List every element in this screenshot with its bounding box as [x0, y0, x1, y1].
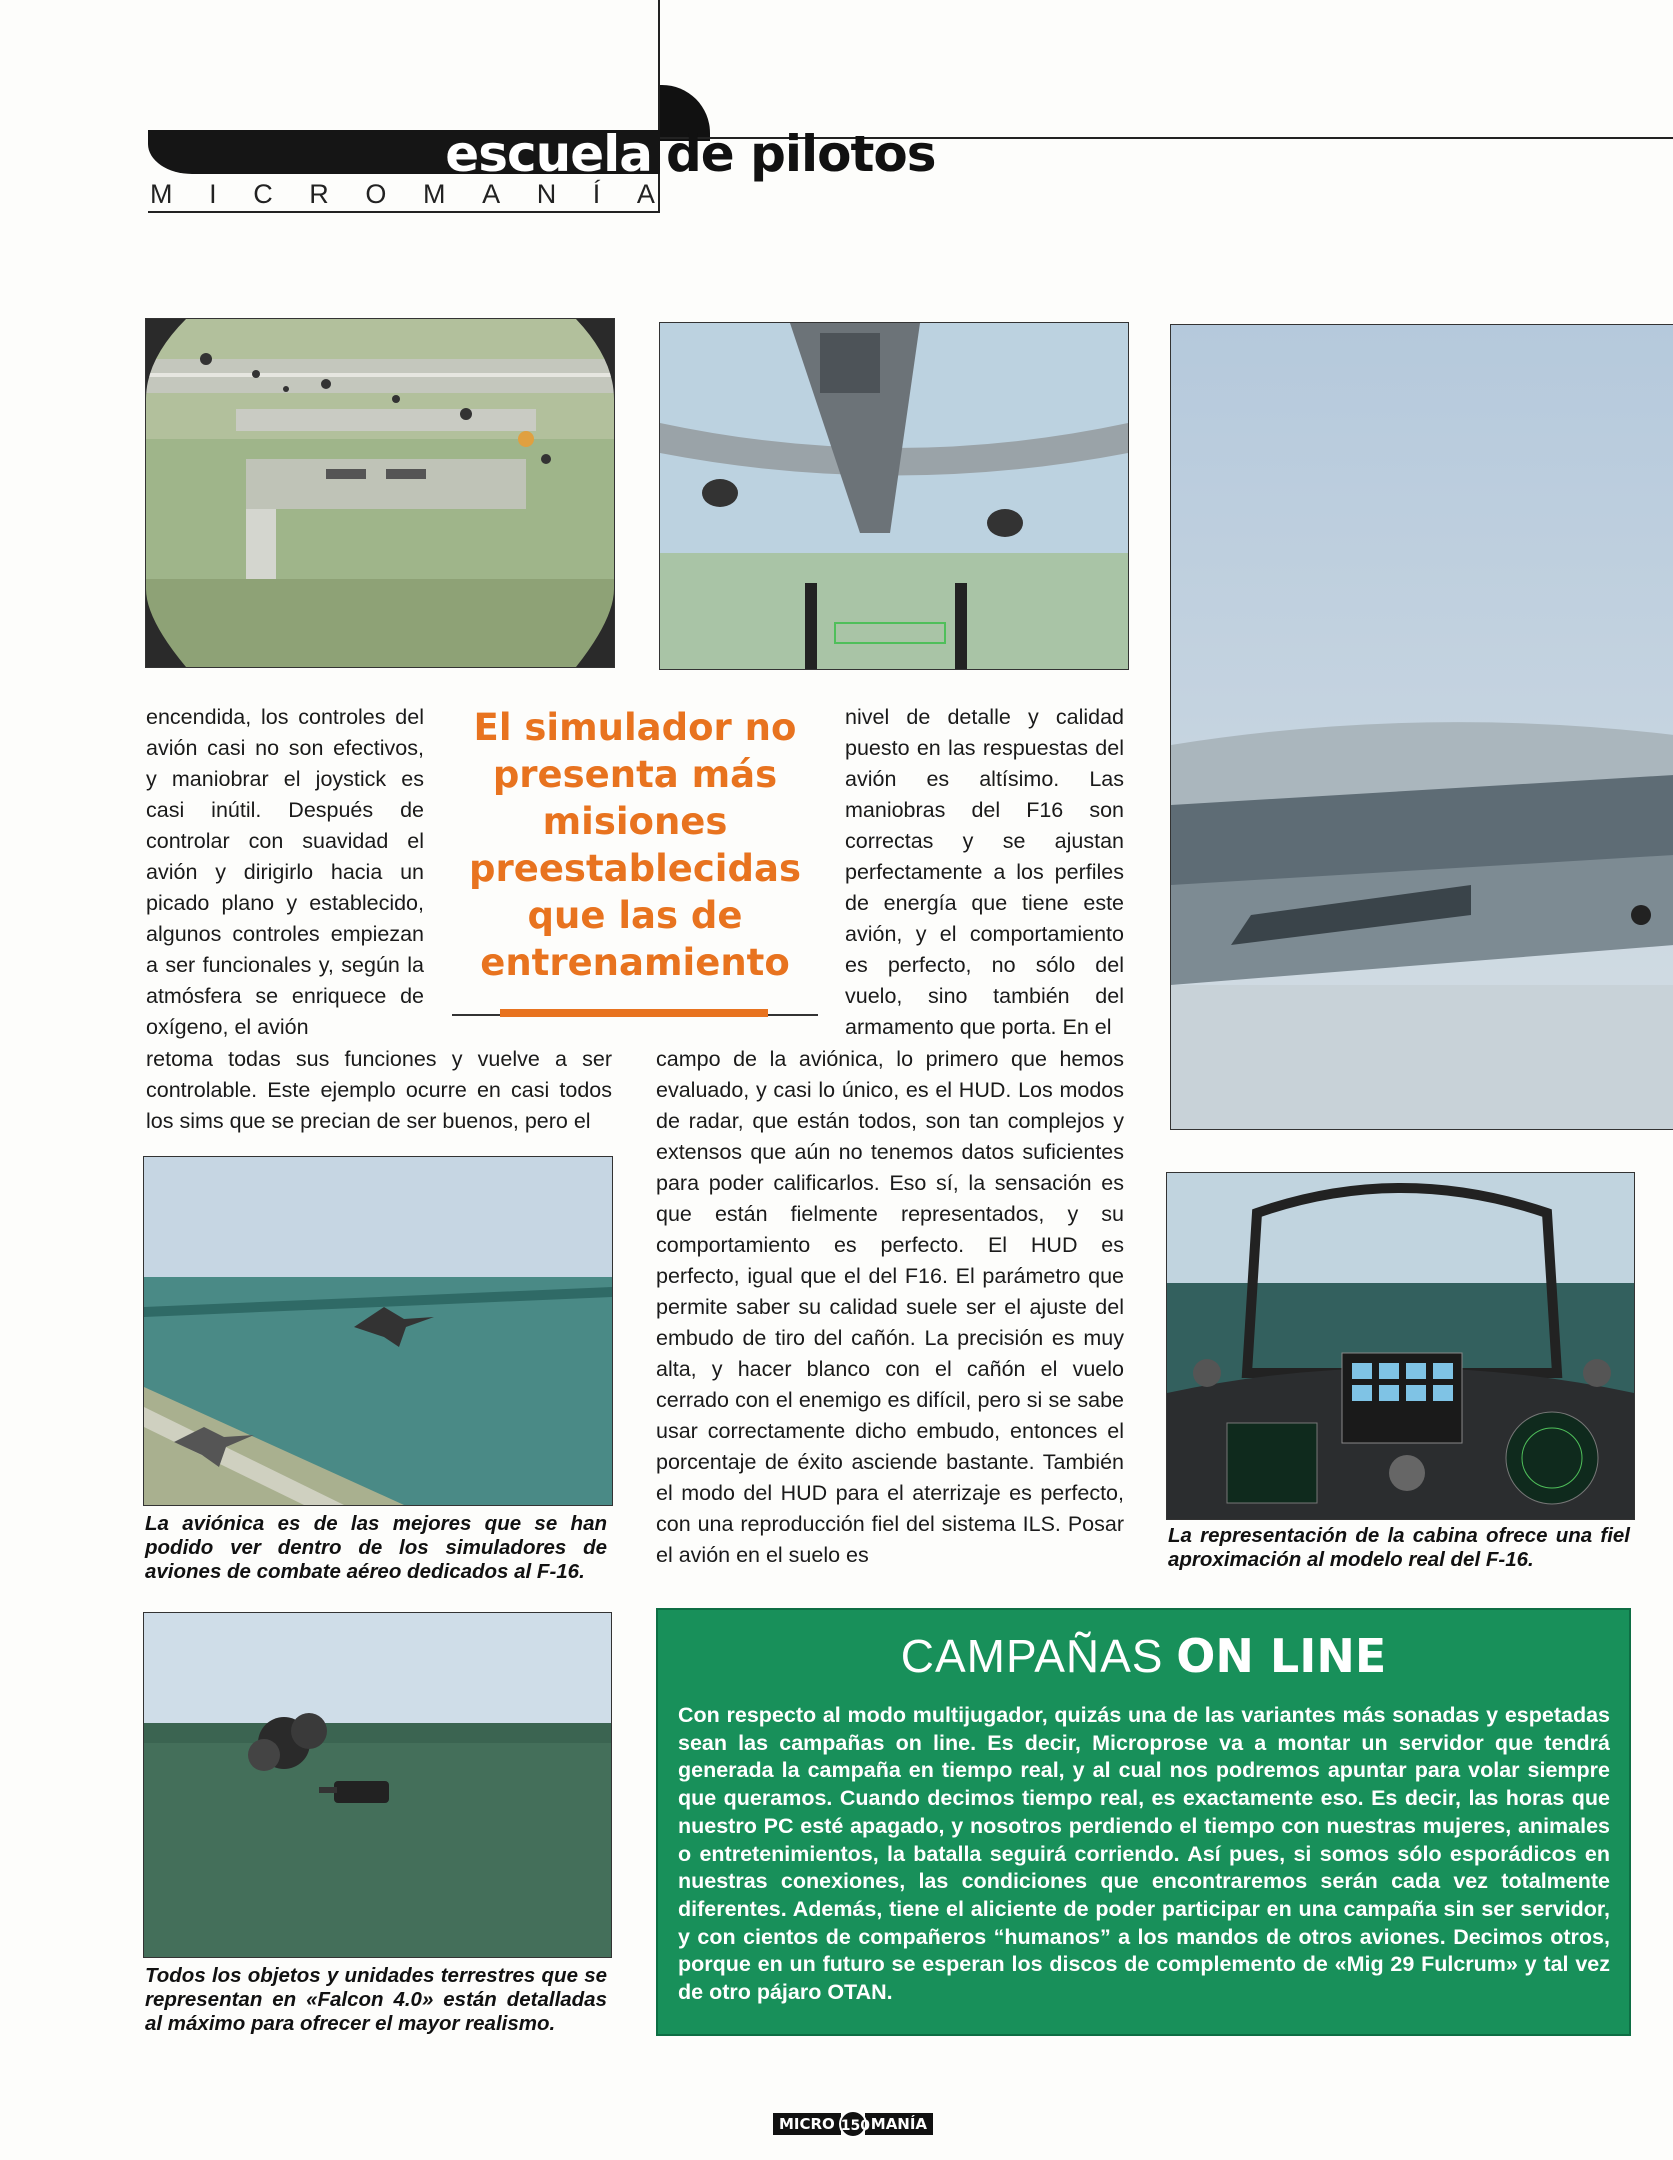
pull-quote: El simulador no presenta más misiones preestablecidas que las de entrenamiento [469, 706, 801, 984]
magazine-letter: M [423, 179, 446, 209]
page-number: 150 [839, 2110, 867, 2138]
article-column-1-bottom [146, 1044, 612, 1138]
caption-avionics: La aviónica es de las mejores que se han podido ver dentro de los simuladores de aviones de combate aéreo dedicados al F-16. [145, 1512, 607, 1583]
formation-screenshot [1170, 324, 1673, 1130]
paragraph: encendida, los controles del avión casi no son efectivos, y maniobrar el joystick es casi inútil. Después de controlar con suavidad el avión y dirigirlo hacia un picado plano y establecido, algunos controles empiezan a ser funcionales y, según la atmósfera se enriquece de oxígeno, el avión [146, 705, 424, 1039]
magazine-letter: A [482, 179, 501, 209]
airbase-screenshot [145, 318, 615, 668]
header-underline [148, 211, 660, 213]
article-column-2-bottom [656, 1044, 1124, 1582]
magazine-letter: M [150, 179, 173, 209]
paragraph: nivel de detalle y calidad puesto en las respuestas del avión es altísimo. Las maniobras del F16 son correctas y se ajustan perfectamente a los perfiles de energía que tiene este avión, y el comportamiento es perfecto, no sólo del vuelo, sino también del armamento que porta. En el [845, 705, 1124, 1039]
carrier-screenshot [143, 1156, 613, 1506]
paragraph: campo de la aviónica, lo primero que hemos evaluado, y casi lo único, es el HUD. Los modos de radar, que están todos, son tan complejos y extensos que aún no tenemos datos suficientes para poder calificarlos. Eso sí, la sensación es que están fielmente representados, y su comportamiento es perfecto. El HUD es perfecto, igual que el del F16. El parámetro que permite saber su calidad suele ser el ajuste del embudo de tiro del cañón. La precisión es muy alta, y hacer blanco con el cañón el vuelo cerrado con el enemigo es difícil, pero si se sabe usar correctamente dicho embudo, entonces el porcentaje de éxito asciende bastante. También el modo del HUD para el aterrizaje es perfecto, con una reproducción fiel del sistema ILS. Posar el avión en el suelo es [656, 1047, 1124, 1567]
footer-micro: MICRO [773, 2113, 841, 2135]
magazine-letter: N [536, 179, 557, 209]
footer-mania: MANÍA [865, 2113, 933, 2135]
article-column-1-top [146, 702, 424, 1044]
section-title-de-pilotos: de pilotos [666, 125, 936, 183]
magazine-letter: Í [592, 179, 601, 209]
box-title-light: CAMPAÑAS [900, 1630, 1164, 1682]
article-column-2-top [845, 702, 1124, 1044]
box-title-bold: ON LINE [1176, 1629, 1387, 1683]
magazine-letter: A [636, 179, 655, 209]
magazine-letter: O [365, 179, 387, 209]
box-title [658, 1628, 1629, 1684]
magazine-letter: C [253, 179, 273, 209]
paragraph: retoma todas sus funciones y vuelve a ser controlable. Este ejemplo ocurre en casi todos los sims que se precian de ser buenos, pero el [146, 1047, 612, 1133]
magazine-name [150, 178, 655, 210]
ground-screenshot [143, 1612, 612, 1958]
caption-ground: Todos los objetos y unidades terrestres que se representan en «Falcon 4.0» están detalladas al máximo para ofrecer el mayor realismo. [145, 1964, 607, 2035]
cockpit-screenshot [1166, 1172, 1635, 1520]
magazine-letter: R [309, 179, 329, 209]
box-body: Con respecto al modo multijugador, quizás una de las variantes más sonadas y espetadas sean las campañas on line. Es decir, Microprose va a montar un servidor que tendrá generada la campaña en tiempo real, y al cual nos podremos apuntar para volar siempre que queramos. Cuando decimos tiempo real, es exactamente eso. Es decir, las horas que nuestro PC esté apagado, y nosotros perdiendo el tiempo con nuestras mujeres, animales o entretenimientos, la batalla seguirá corriendo. Así pues, si somos sólo esporádicos en nuestras conexiones, las condiciones que encontraremos serán cada vez totalmente diferentes. Además, tiene el aliciente de poder participar en una campaña sin ser servidor, y con cientos de compañeros “humanos” a los mandos de otros aviones. Decimos otros, porque en un futuro se esperan los discos de complemento de «Mig 29 Fulcrum» y tal vez de otro pájaro OTAN. [678, 1703, 1610, 2005]
section-title-escuela: escuela [445, 125, 652, 183]
magazine-letter: I [209, 179, 217, 209]
pull-quote-accent [500, 1009, 768, 1017]
caption-cockpit: La representación de la cabina ofrece una fiel aproximación al modelo real del F-16. [1168, 1524, 1630, 1571]
online-campaigns-box [656, 1608, 1631, 2036]
tanker-screenshot [659, 322, 1129, 670]
page-footer [760, 2110, 946, 2138]
